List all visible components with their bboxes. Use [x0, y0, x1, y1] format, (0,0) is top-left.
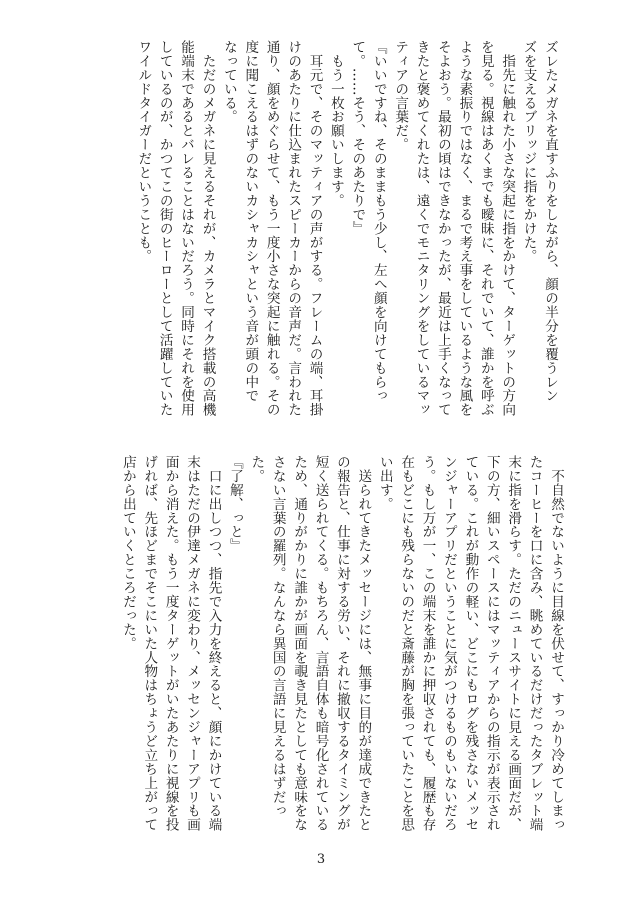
text-line: げれば、先ほどまでそこにいた人物はちょうど立ち上がって: [141, 455, 158, 832]
text-line: 通り、顔をめぐらせて、もう一度小さな突起に触れる。その: [263, 40, 280, 417]
text-line: 度に聞こえるはずのないカシャカシャという音が頭の中で: [242, 40, 259, 403]
text-line: ズを支えるブリッジに指をかけた。: [520, 40, 537, 264]
text-line: もう一枚お願いします。: [327, 40, 344, 208]
text-line: 在もどこにも残らないのだと斎藤が胸を張っていたことを思: [398, 455, 415, 832]
text-line: なっている。: [220, 40, 237, 124]
text-line: 指先に触れた小さな突起に指をかけて、ターゲットの方向: [499, 40, 516, 417]
text-line: ティアの言葉だ。: [392, 40, 409, 152]
text-line: けのあたりに仕込まれたスピーカーからの音声だ。言われた: [285, 40, 302, 417]
text-line: 末はただの伊達メガネに変わり、メッセンジャーアプリも画: [184, 455, 201, 832]
text-line: きたと褒めてくれたは、遠くでモニタリングをしているマッ: [413, 40, 430, 417]
text-line: 不自然でないように目線を伏せて、すっかり冷めてしまっ: [548, 455, 564, 832]
text-line: 面から消えた。もう一度ターゲットがいたあたりに視線を投: [162, 455, 179, 832]
lower-text-block: [116, 455, 566, 847]
text-line: ンジャーアプリだということに気がつけるものもいないだろ: [440, 455, 457, 832]
text-line: い出す。: [376, 455, 393, 511]
text-line: ため、通りがかりに誰かが画面を覗き見たとしても意味をな: [291, 455, 308, 832]
text-line: ような素振りではなく、まるで考え事をしているような風を: [456, 40, 473, 417]
text-line: の報告と、仕事に対する労い、それに撤収するタイミングが: [333, 455, 350, 832]
upper-text-block: [132, 40, 560, 432]
text-line: て。……そう、そのあたりで』: [349, 40, 366, 236]
text-line: た。: [248, 455, 265, 483]
text-line: そよおう。最初の頃はできなかったが、最近は上手くなって: [434, 40, 451, 417]
text-line: 末に指を滑らす。ただのニュースサイトに見える画面だが、: [505, 455, 522, 832]
text-line: 耳元で、そのマッティアの声がする。フレームの端、耳掛: [306, 40, 323, 417]
text-line: ワイルドタイガーだということも。: [135, 40, 152, 264]
text-line: 口に出しつつ、指先で入力を終えると、顔にかけている端: [205, 455, 222, 832]
text-line: さない言葉の羅列。なんなら異国の言語に見えるはずだっ: [269, 455, 286, 818]
text-line: ただのメガネに見えるそれが、カメラとマイク搭載の高機: [199, 40, 216, 417]
text-line: 『いいですね、そのままもう少し、左へ顔を向けてもらっ: [370, 40, 387, 403]
text-line: ている。これが動作の軽い、どこにもログを残さないメッセ: [462, 455, 479, 832]
text-line: 『了解、っと』: [226, 455, 243, 553]
text-line: しているのが、かつてこの街のヒーローとして活躍していた: [156, 40, 173, 417]
text-line: を見る。視線はあくまでも曖昧に、それでいて、誰かを呼ぶ: [477, 40, 494, 417]
text-line: 下の方、細いスペースにはマッティアからの指示が表示され: [483, 455, 500, 832]
text-line: う。もし万が一、この端末を誰かに押収されても、履歴も存: [419, 455, 436, 832]
text-line: 能端末であるとバレることはないだろう。同時にそれを使用: [178, 40, 195, 417]
page-number: 3: [316, 852, 326, 867]
text-line: 短く送られてくる。もちろん、言語自体も暗号化されている: [312, 455, 329, 832]
text-line: 送られてきたメッセージには、無事に目的が達成できたと: [355, 455, 372, 832]
text-line: ズレたメガネを直すふりをしながら、顔の半分を覆うレン: [542, 40, 558, 403]
text-line: 店から出ていくところだった。: [119, 455, 136, 651]
text-line: たコーヒーを口に含み、眺めているだけだったタブレット端: [526, 455, 543, 832]
